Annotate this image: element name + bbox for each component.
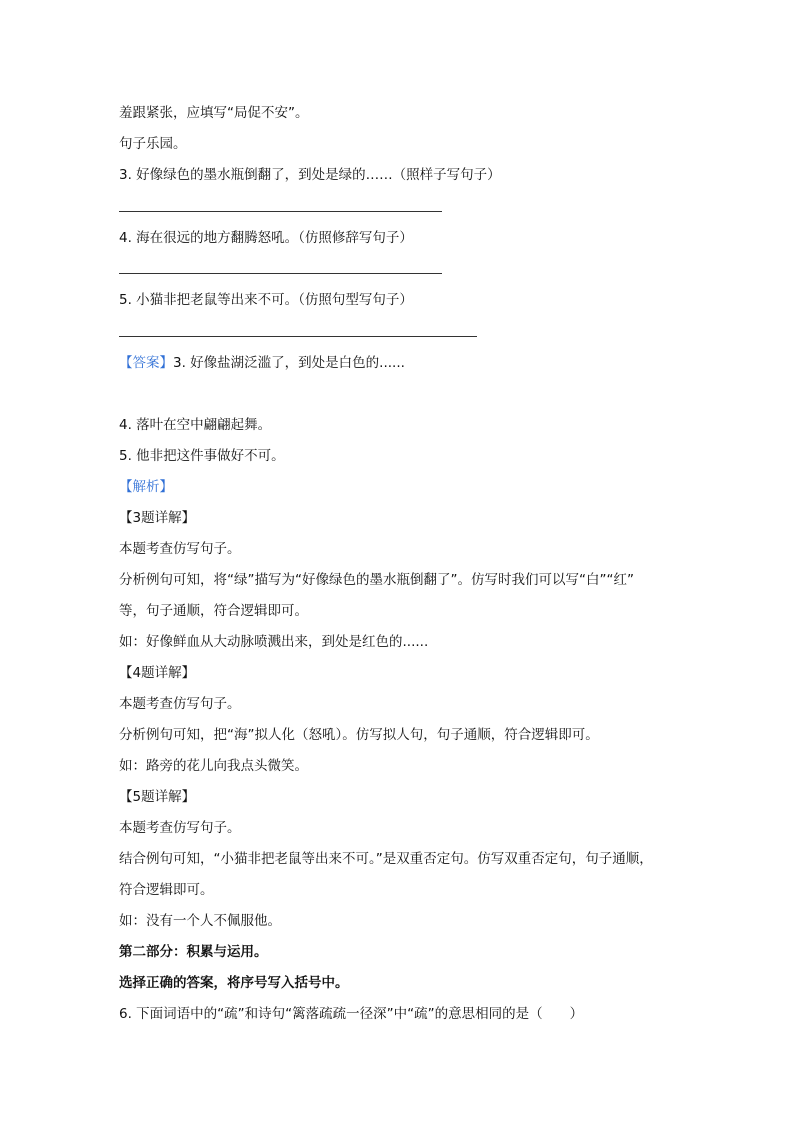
instruction-line: 选择正确的答案，将序号写入括号中。 (119, 975, 349, 991)
answer-blank-line (119, 211, 442, 212)
text-line: 符合逻辑即可。 (119, 882, 214, 898)
answer-blank-line (119, 336, 477, 337)
answer-3: 3. 好像盐湖泛滥了，到处是白色的...... (173, 355, 405, 371)
text-line: 结合例句可知，“小猫非把老鼠等出来不可。”是双重否定句。仿写双重否定句，句子通顺， (119, 851, 653, 867)
part-heading: 第二部分：积累与运用。 (119, 944, 268, 960)
text-line: 如：路旁的花儿向我点头微笑。 (119, 758, 308, 774)
question-4: 4. 海在很远的地方翻腾怒吼。（仿照修辞写句子） (119, 230, 413, 246)
answer-line (119, 354, 405, 372)
answer-5: 5. 他非把这件事做好不可。 (119, 448, 285, 464)
text-line: 本题考查仿写句子。 (119, 820, 241, 836)
section-heading: 句子乐园。 (119, 136, 187, 152)
question-3: 3. 好像绿色的墨水瓶倒翻了，到处是绿的……（照样子写句子） (119, 167, 501, 183)
question-5: 5. 小猫非把老鼠等出来不可。（仿照句型写句子） (119, 292, 413, 308)
detail-heading-3: 【3题详解】 (119, 510, 196, 526)
text-line: 本题考查仿写句子。 (119, 541, 241, 557)
text-line: 如：好像鲜血从大动脉喷溅出来，到处是红色的...... (119, 634, 429, 650)
text-line: 等，句子通顺，符合逻辑即可。 (119, 603, 308, 619)
analysis-tag: 【解析】 (119, 479, 173, 495)
text-line: 如：没有一个人不佩服他。 (119, 913, 281, 929)
text-line: 本题考查仿写句子。 (119, 696, 241, 712)
question-6: 6. 下面词语中的“疏”和诗句“篱落疏疏一径深”中“疏”的意思相同的是（ ） (119, 1006, 584, 1022)
answer-4: 4. 落叶在空中翩翩起舞。 (119, 417, 272, 433)
text-line: 羞跟紧张，应填写“局促不安”。 (119, 105, 309, 121)
text-line: 分析例句可知，将“绿”描写为“好像绿色的墨水瓶倒翻了”。仿写时我们可以写“白”“红” (119, 572, 634, 588)
detail-heading-5: 【5题详解】 (119, 789, 196, 805)
answer-blank-line (119, 273, 442, 274)
detail-heading-4: 【4题详解】 (119, 665, 196, 681)
answer-tag: 【答案】 (119, 355, 173, 371)
text-line: 分析例句可知，把“海”拟人化（怒吼）。仿写拟人句，句子通顺，符合逻辑即可。 (119, 727, 599, 743)
